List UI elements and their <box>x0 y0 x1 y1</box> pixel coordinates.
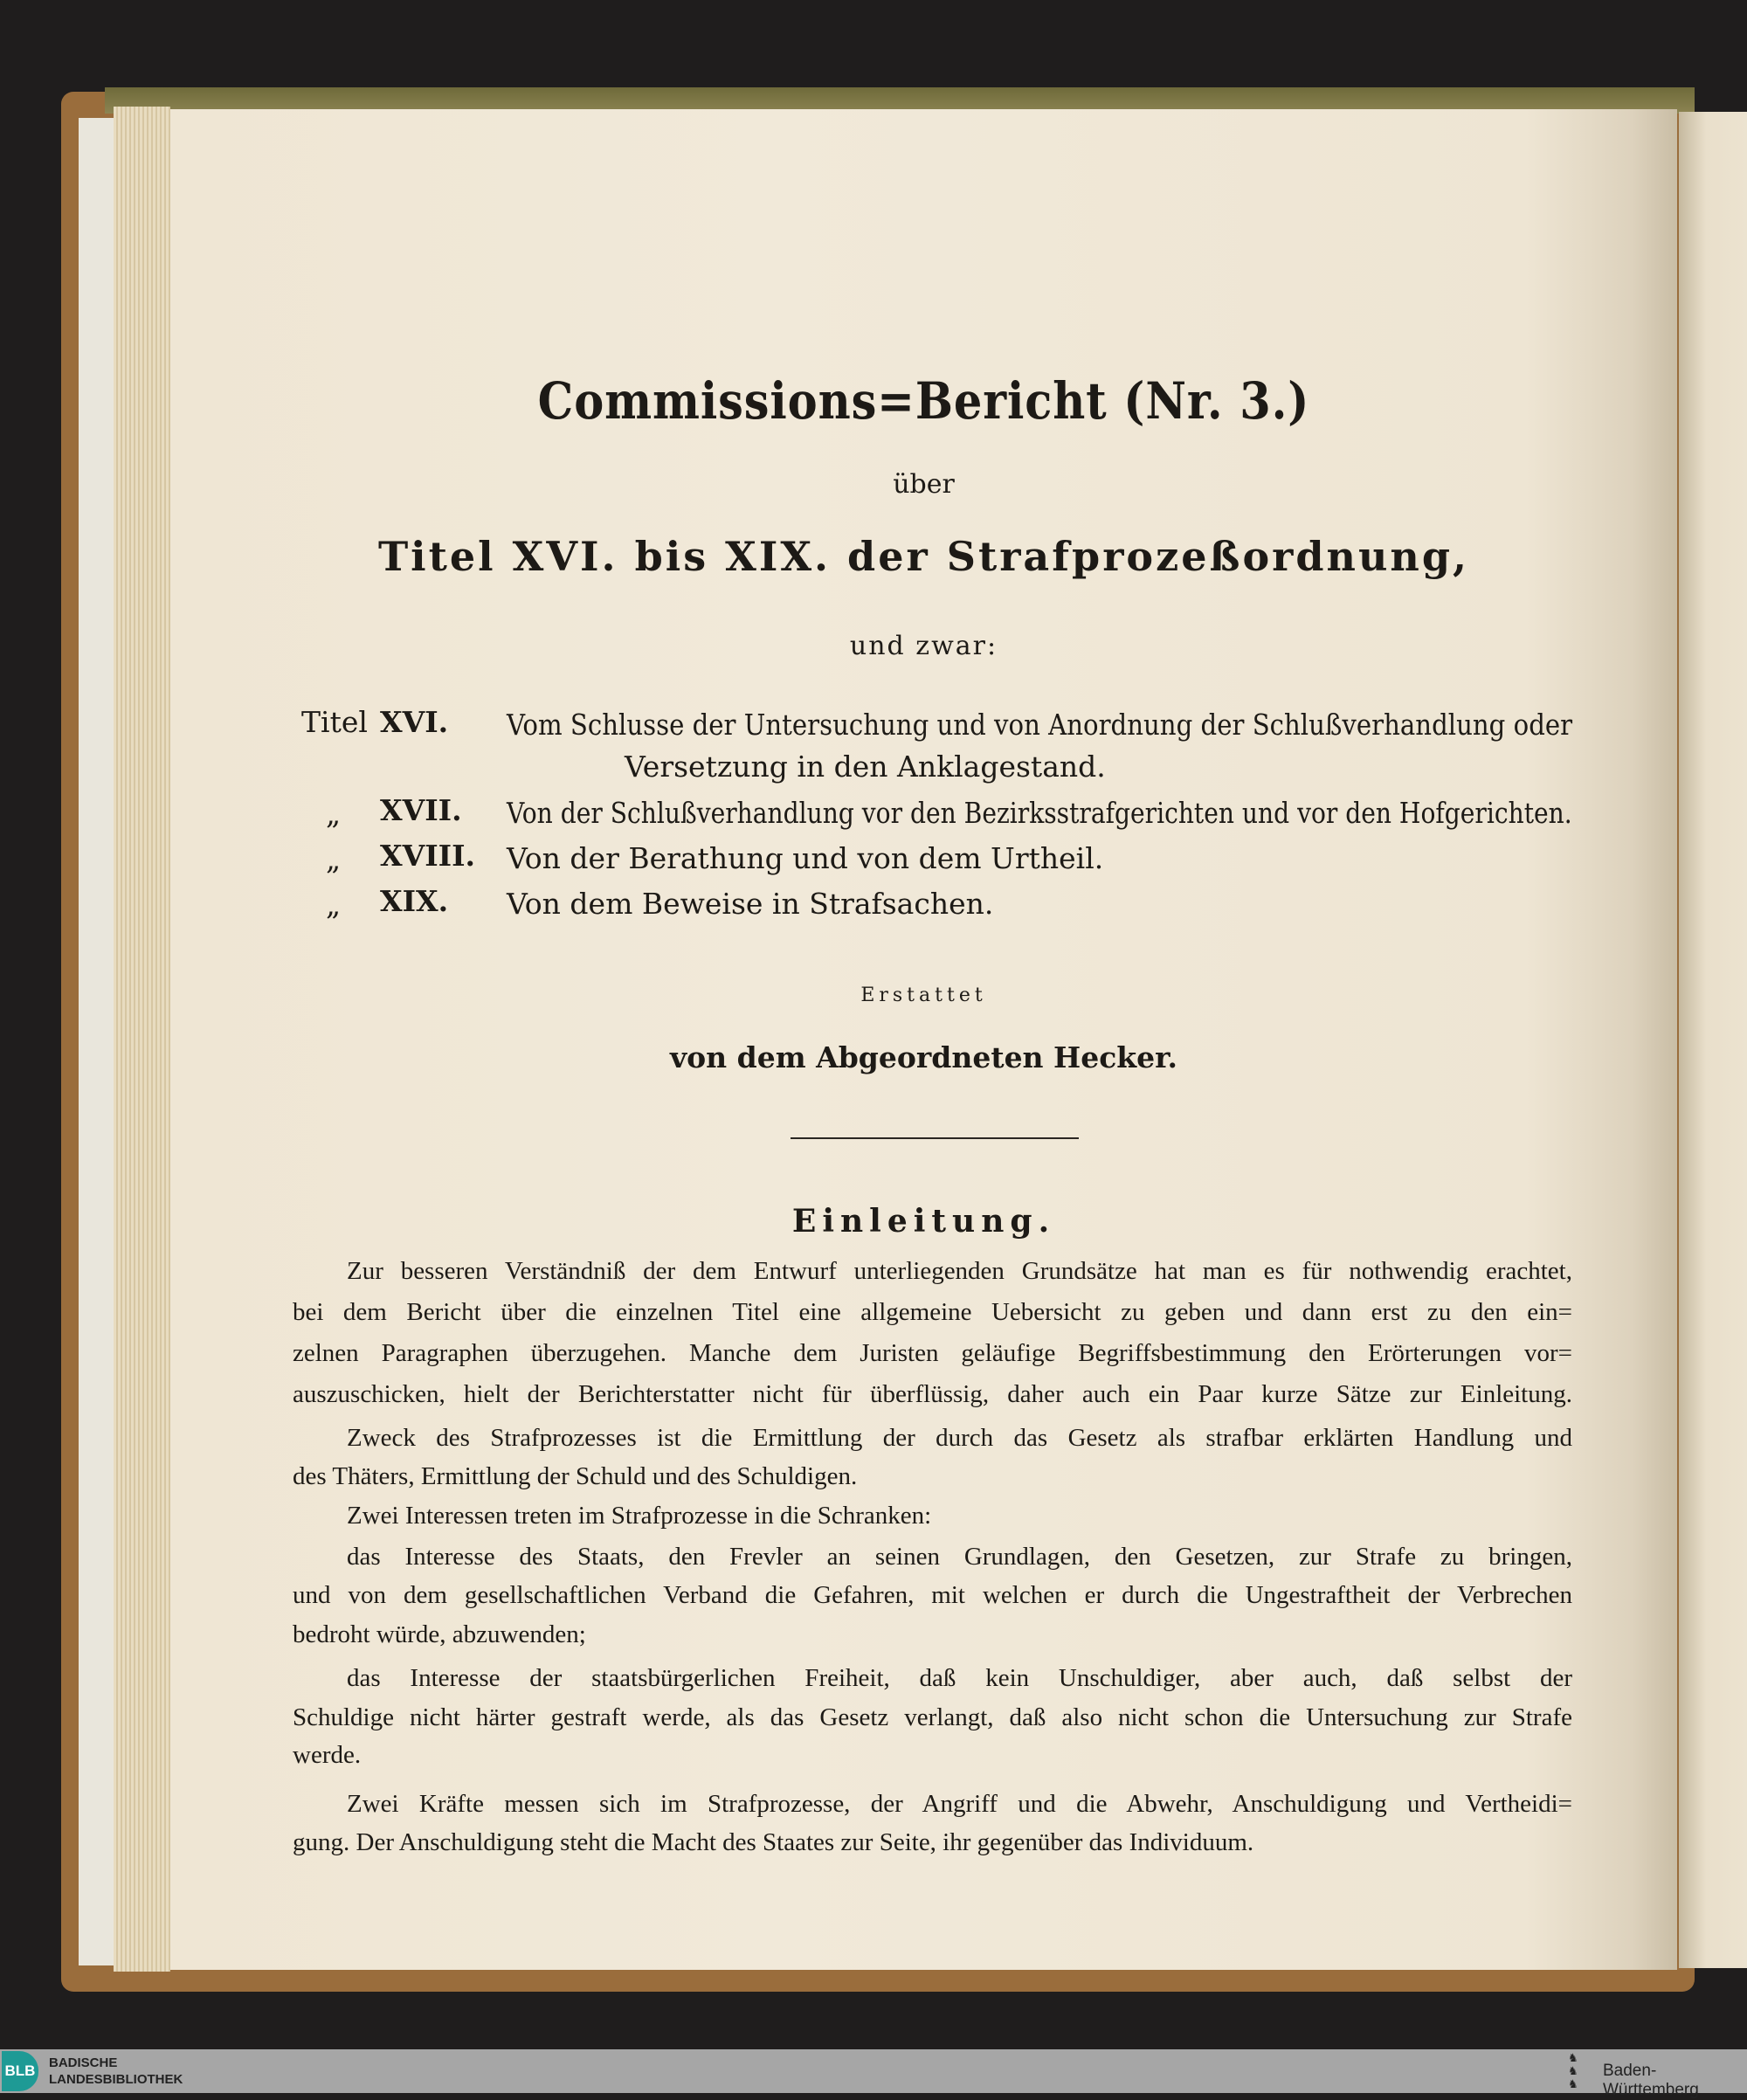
blb-logo[interactable]: BLB <box>2 2051 38 2091</box>
divider-rule <box>791 1137 1079 1139</box>
toc-prefix: Titel <box>301 705 368 739</box>
library-name-line-1: BADISCHE <box>49 2055 118 2070</box>
body-line: Zweck des Strafprozesses ist die Ermittlung der durch das Gesetz als strafbar erklärten Handlung und <box>347 1424 1572 1452</box>
scanned-page <box>170 109 1677 1970</box>
und-zwar-label: und zwar: <box>849 631 998 661</box>
body-line: des Thäters, Ermittlung der Schuld und des Schuldigen. <box>293 1462 858 1490</box>
facing-page-edge <box>1679 112 1747 1968</box>
body-line: Schuldige nicht härter gestraft werde, als das Gesetz verlangt, daß also nicht schon die Untersuchung zur Strafe <box>293 1703 1572 1731</box>
viewer-footer <box>0 2049 1747 2099</box>
toc-line: Von der Berathung und von dem Urtheil. <box>507 841 1104 875</box>
toc-prefix: „ <box>326 797 342 831</box>
book-block-edge <box>79 118 116 1965</box>
body-line: bei dem Bericht über die einzelnen Titel eine allgemeine Uebersicht zu geben und dann erst zu den ein= <box>293 1298 1572 1326</box>
report-title: Commissions=Bericht (Nr. 3.) <box>537 371 1310 431</box>
body-line: zelnen Paragraphen überzugehen. Manche dem Juristen geläufige Begriffsbestimmung den Erörterungen vor= <box>293 1339 1572 1367</box>
body-line: Zur besseren Verständniß der dem Entwurf unterliegenden Grundsätze hat man es für nothwendig erachtet, <box>347 1257 1572 1285</box>
toc-numeral: XIX. <box>380 884 449 918</box>
toc-line: Versetzung in den Anklagestand. <box>625 750 1106 784</box>
library-name-line-2: LANDESBIBLIOTHEK <box>49 2072 183 2087</box>
toc-line: Von der Schlußverhandlung vor den Bezirksstrafgerichten und vor den Hofgerichten. <box>507 796 1572 830</box>
toc-numeral: XVI. <box>380 705 449 739</box>
erstattet-label: Erstattet <box>860 984 987 1006</box>
body-line: das Interesse des Staats, den Frevler an seinen Grundlagen, den Gesetzen, zur Strafe zu bringen, <box>347 1543 1572 1571</box>
ueber-label: über <box>893 469 955 500</box>
body-line: das Interesse der staatsbürgerlichen Freiheit, daß kein Unschuldiger, aber auch, daß selbst der <box>347 1664 1572 1692</box>
page-leaves <box>114 107 170 1972</box>
body-line: gung. Der Anschuldigung steht die Macht des Staates zur Seite, ihr gegenüber das Individuum. <box>293 1828 1254 1856</box>
toc-numeral: XVII. <box>380 793 462 827</box>
toc-line: Von dem Beweise in Strafsachen. <box>507 887 994 921</box>
toc-line: Vom Schlusse der Untersuchung und von Anordnung der Schlußverhandlung oder <box>507 708 1573 742</box>
author-line: von dem Abgeordneten Hecker. <box>669 1040 1178 1074</box>
state-logo[interactable]: Baden-Württemberg <box>1603 2062 1699 2099</box>
lions-icon: ♞ ♞ ♞ <box>1568 2051 1578 2090</box>
body-line: bedroht würde, abzuwenden; <box>293 1620 586 1648</box>
body-line: Zwei Kräfte messen sich im Strafprozesse, der Angriff und die Abwehr, Anschuldigung und Vertheidi= <box>347 1790 1572 1818</box>
toc-prefix: „ <box>326 888 342 922</box>
report-subtitle: Titel XVI. bis XIX. der Strafprozeßordnung, <box>377 533 1470 580</box>
toc-prefix: „ <box>326 842 342 876</box>
body-line: werde. <box>293 1741 362 1769</box>
toc-numeral: XVIII. <box>380 839 476 873</box>
section-heading: Einleitung. <box>791 1203 1056 1240</box>
body-line: Zwei Interessen treten im Strafprozesse in die Schranken: <box>347 1502 932 1530</box>
body-line: und von dem gesellschaftlichen Verband die Gefahren, mit welchen er durch die Ungestraftheit der Verbrechen <box>293 1581 1572 1609</box>
body-line: auszuschicken, hielt der Berichterstatter nicht für überflüssig, daher auch ein Paar kurze Sätze zur Einleitung. <box>293 1380 1572 1408</box>
library-name <box>49 2055 183 2088</box>
